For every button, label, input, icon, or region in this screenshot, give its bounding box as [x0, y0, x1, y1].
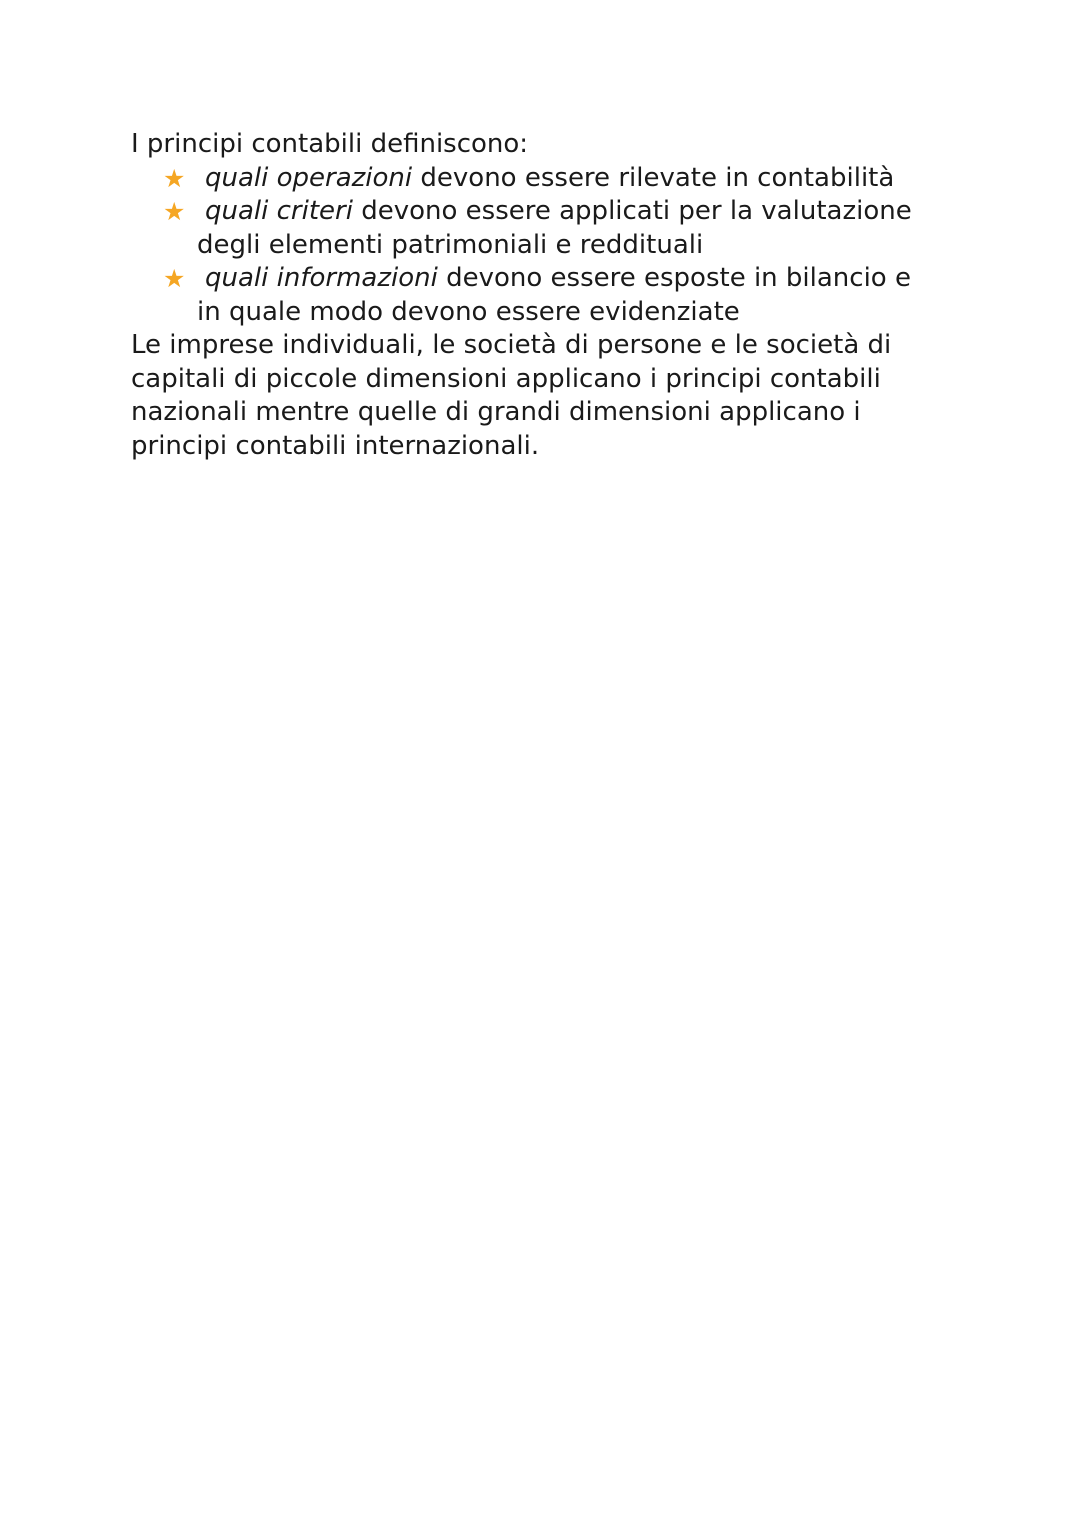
list-item: [131, 195, 951, 262]
criteria-list: [131, 162, 951, 330]
list-item: [131, 162, 951, 196]
closing-line: principi contabili internazionali.: [131, 430, 540, 461]
star-icon: ★: [163, 264, 186, 293]
bullet-keyword: quali criteri: [205, 196, 353, 226]
bullet-text: devono essere rilevate in contabilità: [412, 162, 895, 193]
bullet-continuation: degli elementi patrimoniali e reddituali: [197, 229, 704, 260]
closing-paragraph: [131, 329, 951, 463]
closing-line: nazionali mentre quelle di grandi dimensioni applicano i: [131, 397, 861, 427]
closing-line: capitali di piccole dimensioni applicano i principi contabili: [131, 363, 881, 394]
intro-text: I principi contabili definiscono:: [131, 129, 529, 159]
star-icon: ★: [163, 197, 186, 226]
list-item: [131, 262, 951, 329]
bullet-text: devono essere esposte in bilancio e: [437, 263, 911, 293]
bullet-continuation: in quale modo devono essere evidenziate: [197, 296, 740, 327]
closing-line: Le imprese individuali, le società di persone e le società di: [131, 330, 892, 360]
bullet-keyword: quali operazioni: [205, 162, 413, 193]
bullet-keyword: quali informazioni: [205, 263, 438, 293]
star-icon: ★: [163, 163, 186, 193]
bullet-text: devono essere applicati per la valutazione: [352, 196, 912, 226]
document-page: [131, 128, 951, 463]
